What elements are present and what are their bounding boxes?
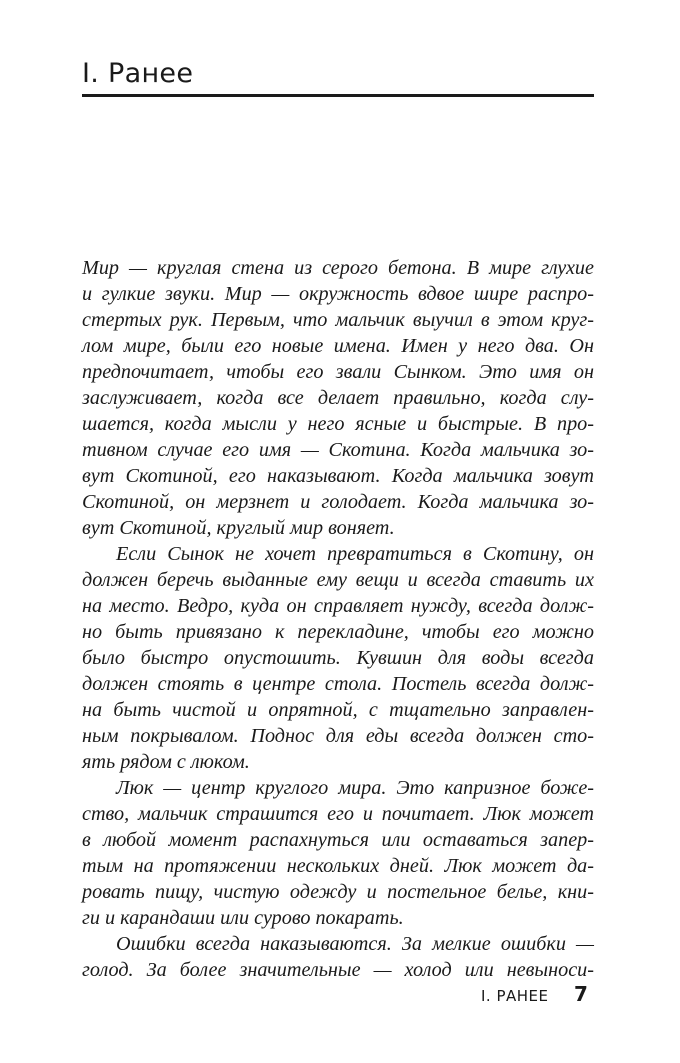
running-footer-title: I. РАНЕЕ [481,987,549,1005]
text-line: Ошибки всегда наказываются. За мелкие ошибки — [116,933,594,955]
text-line: предпочитает, чтобы его звали Сынком. Это имя он [82,361,594,383]
chapter-title: I. Ранее [82,58,194,89]
text-line: должен беречь выданные ему вещи и всегда ставить их [82,569,594,591]
text-line: ять рядом с люком. [82,751,250,773]
text-line: ным покрывалом. Поднос для еды всегда должен сто- [82,725,594,747]
text-line: лом мире, были его новые имена. Имен у него два. Он [82,335,594,357]
text-line: голод. За более значительные — холод или невыноси- [82,959,594,981]
text-line: вут Скотиной, его наказывают. Когда мальчика зовут [82,465,594,487]
text-line: должен стоять в центре стола. Постель всегда долж- [82,673,594,695]
text-line: было быстро опустошить. Кувшин для воды всегда [82,647,594,669]
text-line: на место. Ведро, куда он справляет нужду, всегда долж- [82,595,594,617]
text-line: и гулкие звуки. Мир — окружность вдвое шире распро- [82,283,594,305]
text-line: тивном случае его имя — Скотина. Когда мальчика зо- [82,439,594,461]
text-line: Люк — центр круглого мира. Это капризное боже- [116,777,594,799]
text-line: но быть привязано к перекладине, чтобы его можно [82,621,594,643]
text-line: ровать пищу, чистую одежду и постельное белье, кни- [82,881,594,903]
body-text [82,255,594,983]
text-line: Скотиной, он мерзнет и голодает. Когда мальчика зо- [82,491,594,513]
text-line: ги и карандаши или сурово покарать. [82,907,404,929]
text-line: шается, когда мысли у него ясные и быстрые. В про- [82,413,594,435]
text-line: Если Сынок не хочет превратиться в Скотину, он [116,543,594,565]
text-line: заслуживает, когда все делает правильно, когда слу- [82,387,594,409]
text-line: на быть чистой и опрятной, с тщательно заправлен- [82,699,594,721]
text-line: стертых рук. Первым, что мальчик выучил в этом круг- [82,309,594,331]
text-line: тым на протяжении нескольких дней. Люк может да- [82,855,594,877]
text-line: Мир — круглая стена из серого бетона. В мире глухие [82,257,594,279]
text-line: ство, мальчик страшится его и почитает. Люк может [82,803,594,825]
page-number: 7 [574,982,588,1006]
text-line: в любой момент распахнуться или оставаться запер- [82,829,594,851]
header-rule [82,94,594,97]
text-line: вут Скотиной, круглый мир воняет. [82,517,395,539]
